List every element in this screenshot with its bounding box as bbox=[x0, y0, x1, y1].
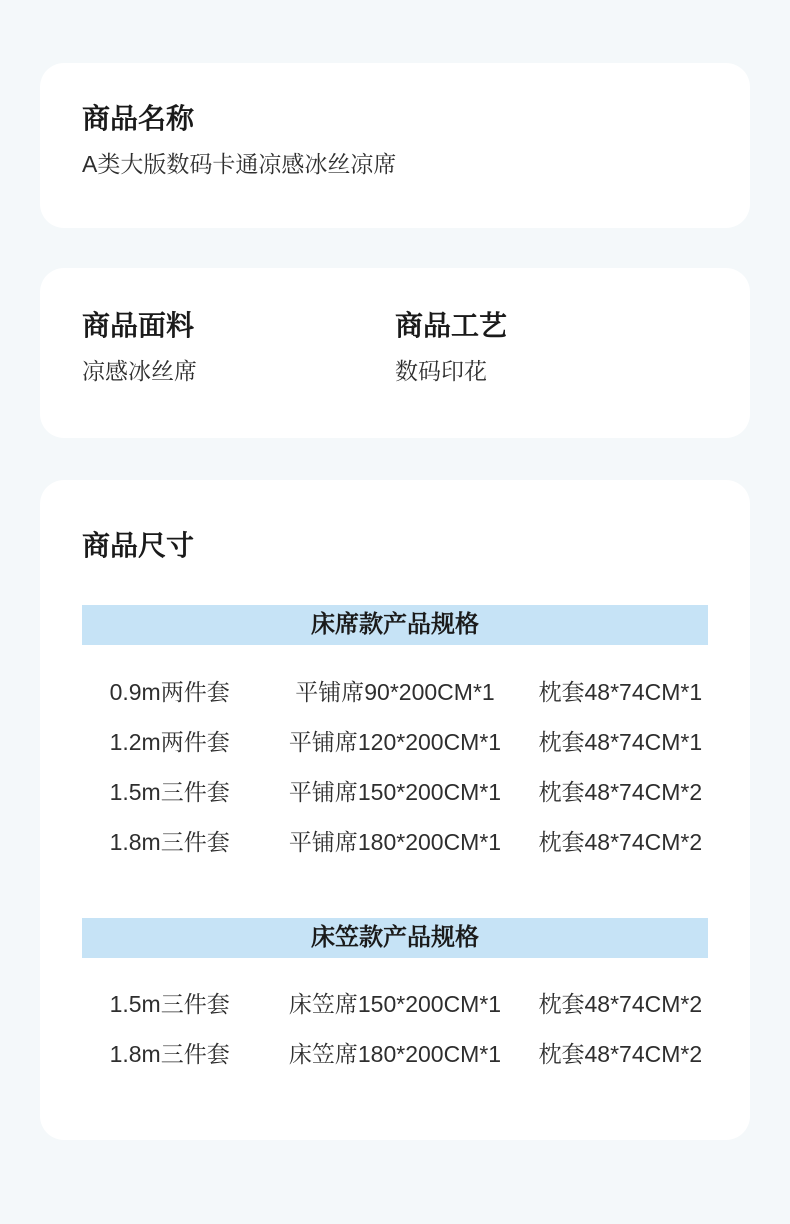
spec-row bbox=[82, 765, 708, 815]
spec-cell-bundle: 0.9m两件套 bbox=[109, 678, 230, 705]
fabric-value: 凉感冰丝席 bbox=[82, 358, 197, 385]
spec-cell-mat: 床笠席150*200CM*1 bbox=[288, 990, 502, 1017]
spec-cell-bundle: 1.8m三件套 bbox=[109, 828, 230, 855]
spec-cell-mat: 平铺席180*200CM*1 bbox=[288, 828, 502, 855]
size-title: 商品尺寸 bbox=[82, 530, 195, 561]
fitted-sheet-table bbox=[82, 977, 708, 1077]
flat-mat-table bbox=[82, 665, 708, 865]
spec-row bbox=[82, 665, 708, 715]
fabric-column bbox=[82, 310, 395, 438]
spec-cell-pillow: 枕套48*74CM*2 bbox=[538, 990, 703, 1017]
spec-cell-pillow: 枕套48*74CM*2 bbox=[538, 778, 703, 805]
product-size-card bbox=[40, 480, 750, 1140]
spec-cell-bundle: 1.5m三件套 bbox=[109, 778, 230, 805]
spec-cell-pillow: 枕套48*74CM*2 bbox=[538, 1040, 703, 1067]
spec-row bbox=[82, 815, 708, 865]
spec-row bbox=[82, 1027, 708, 1077]
fabric-title: 商品面料 bbox=[82, 310, 195, 341]
spec-row bbox=[82, 715, 708, 765]
spec-cell-mat: 床笠席180*200CM*1 bbox=[288, 1040, 502, 1067]
flat-mat-table-header: 床席款产品规格 bbox=[82, 605, 708, 645]
product-name-value: A类大版数码卡通凉感冰丝凉席 bbox=[82, 151, 397, 178]
craft-column bbox=[395, 310, 708, 438]
spec-cell-pillow: 枕套48*74CM*1 bbox=[538, 678, 703, 705]
spec-cell-bundle: 1.5m三件套 bbox=[109, 990, 230, 1017]
fitted-sheet-table-header: 床笠款产品规格 bbox=[82, 918, 708, 958]
spec-row bbox=[82, 977, 708, 1027]
craft-title: 商品工艺 bbox=[395, 310, 508, 341]
spec-cell-mat: 平铺席120*200CM*1 bbox=[288, 728, 502, 755]
spec-cell-pillow: 枕套48*74CM*1 bbox=[538, 728, 703, 755]
spec-cell-mat: 平铺席150*200CM*1 bbox=[288, 778, 502, 805]
craft-value: 数码印花 bbox=[395, 358, 487, 385]
product-attributes-card bbox=[40, 268, 750, 438]
product-name-card bbox=[40, 63, 750, 228]
spec-cell-bundle: 1.8m三件套 bbox=[109, 1040, 230, 1067]
spec-cell-mat: 平铺席90*200CM*1 bbox=[295, 678, 495, 705]
spec-cell-bundle: 1.2m两件套 bbox=[109, 728, 230, 755]
spec-cell-pillow: 枕套48*74CM*2 bbox=[538, 828, 703, 855]
product-name-title: 商品名称 bbox=[82, 103, 195, 134]
